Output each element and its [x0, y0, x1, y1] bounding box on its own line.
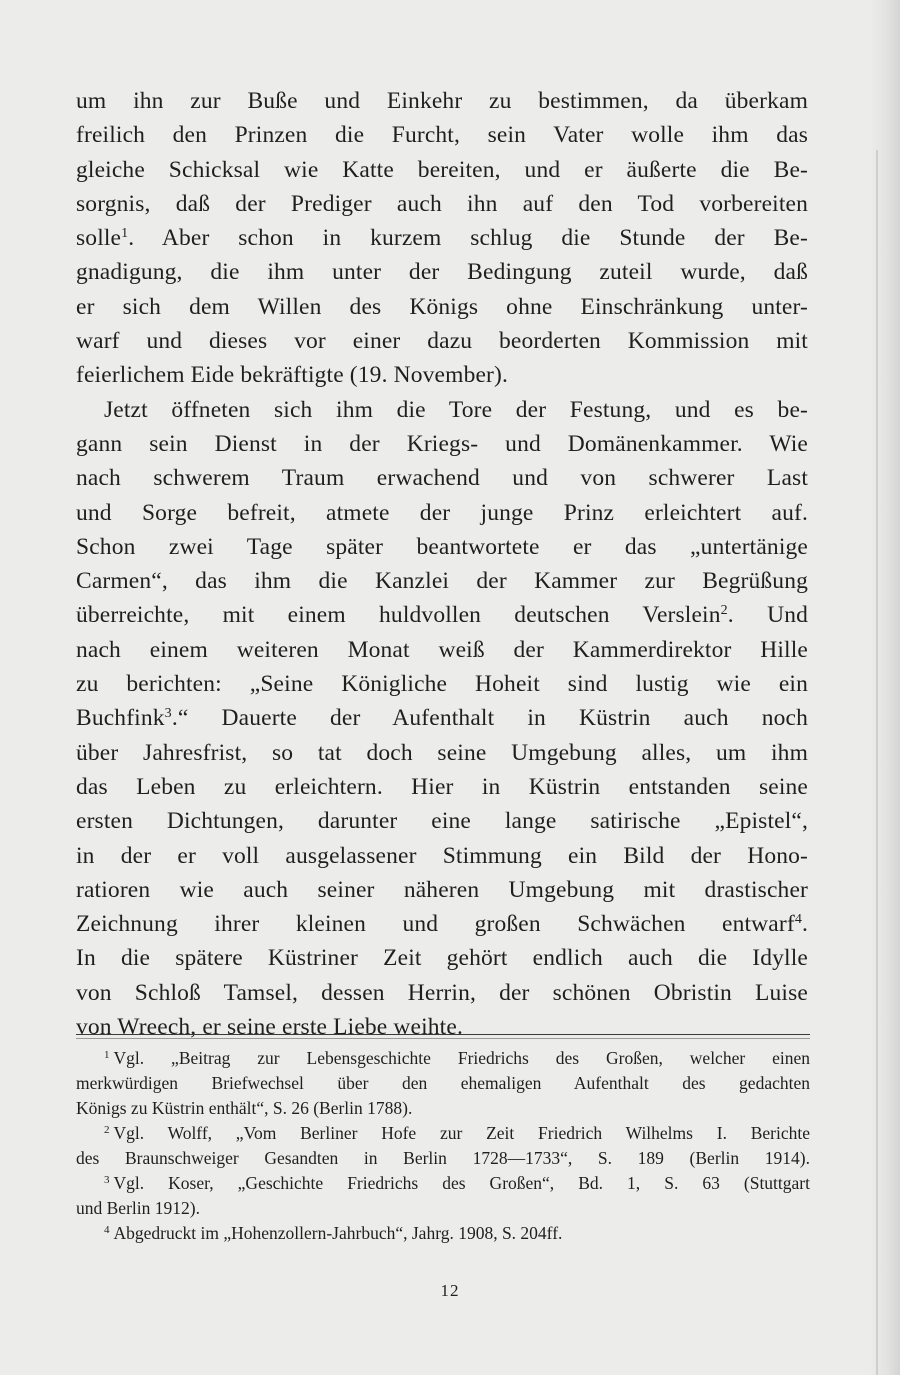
text-line: von Wreech, er seine erste Liebe weihte. — [76, 1014, 463, 1041]
text-fragment: Buchfink — [76, 705, 165, 732]
text-line: und Sorge befreit, atmete der junge Prinz erleichtert auf. — [76, 499, 808, 526]
text-line: zu berichten: „Seine Königliche Hoheit sind lustig wie ein — [76, 671, 808, 698]
footnote-line: Königs zu Küstrin enthält“, S. 26 (Berlin 1788). — [76, 1098, 413, 1118]
text-line: ratioren wie auch seiner näheren Umgebung mit drastischer — [76, 876, 808, 903]
text-line: ersten Dichtungen, darunter eine lange satirische „Epistel“, — [76, 808, 808, 835]
footnote-number: 3 — [104, 1174, 110, 1186]
text-line: von Schloß Tamsel, dessen Herrin, der schönen Obristin Luise — [76, 979, 808, 1006]
footnote-text: Vgl. Koser, „Geschichte Friedrichs des Großen“, Bd. 1, S. 63 (Stuttgart — [113, 1173, 810, 1193]
text-line: über Jahresfrist, so tat doch seine Umgebung alles, um ihm — [76, 739, 808, 766]
page-edge-line — [876, 150, 878, 1375]
text-fragment: überreichte, mit einem huldvollen deutschen Verslein — [76, 602, 721, 629]
footnotes — [76, 1046, 810, 1246]
text-line: um ihn zur Buße und Einkehr zu bestimmen, da überkam — [76, 88, 808, 114]
ref-punct: .“ — [171, 705, 189, 732]
text-line: gann sein Dienst in der Kriegs- und Domänenkammer. Wie — [76, 430, 808, 457]
footnote-line — [76, 1221, 810, 1246]
text-line: feierlichem Eide bekräftigte (19. November). — [76, 362, 509, 389]
text-line: Jetzt öffneten sich ihm die Tore der Festung, und es be- — [104, 396, 808, 423]
page-edge-shadow — [870, 0, 900, 1375]
text-fragment: Dauerte der Aufenthalt in Küstrin auch noch — [188, 705, 808, 732]
text-fragment: Und — [733, 602, 808, 629]
text-line: nach einem weiteren Monat weiß der Kammerdirektor Hille — [76, 636, 808, 663]
text-line: nach schwerem Traum erwachend und von schwerer Last — [76, 465, 808, 492]
main-text — [76, 84, 808, 1044]
text-line: freilich den Prinzen die Furcht, sein Vater wolle ihm das — [76, 122, 808, 149]
footnote-text: Vgl. Wolff, „Vom Berliner Hofe zur Zeit Friedrich Wilhelms I. Berichte — [113, 1123, 810, 1143]
ref-punct: . — [128, 225, 135, 252]
text-line: gnadigung, die ihm unter der Bedingung zuteil wurde, daß — [76, 259, 808, 286]
footnote-divider — [76, 1034, 810, 1035]
text-fragment: Zeichnung ihrer kleinen und großen Schwächen entwarf — [76, 911, 795, 938]
text-line: das Leben zu erleichtern. Hier in Küstrin entstanden seine — [76, 773, 808, 800]
footnote-ref: 4 — [794, 912, 802, 928]
footnote-line: merkwürdigen Briefwechsel über den ehemaligen Aufenthalt des gedachten — [76, 1073, 810, 1093]
text-fragment: Aber schon in kurzem schlug die Stunde der Be- — [134, 225, 808, 252]
footnote-ref: 3 — [164, 706, 172, 722]
text-line: warf und dieses vor einer dazu beorderten Kommission mit — [76, 328, 808, 355]
footnote-text: Abgedruckt im „Hohenzollern-Jahrbuch“, Jahrg. 1908, S. 204ff. — [113, 1223, 563, 1243]
ref-punct: . — [801, 911, 808, 938]
text-line: In die spätere Küstriner Zeit gehört endlich auch die Idylle — [76, 945, 808, 972]
ref-punct: . — [727, 602, 734, 629]
footnote-line: des Braunschweiger Gesandten in Berlin 1728—1733“, S. 189 (Berlin 1914). — [76, 1148, 810, 1168]
footnote-line — [76, 1046, 810, 1071]
footnote-line — [76, 1171, 810, 1196]
text-line: in der er voll ausgelassener Stimmung ein Bild der Hono- — [76, 842, 808, 869]
footnote-line: und Berlin 1912). — [76, 1198, 200, 1218]
text-line: sorgnis, daß der Prediger auch ihn auf den Tod vorbereiten — [76, 190, 808, 217]
text-line: Carmen“, das ihm die Kanzlei der Kammer zur Begrüßung — [76, 568, 808, 595]
footnote-text: Vgl. „Beitrag zur Lebensgeschichte Friedrichs des Großen, welcher einen — [113, 1048, 810, 1068]
text-line — [76, 701, 808, 735]
footnote-number: 2 — [104, 1124, 110, 1136]
footnote-divider-shadow — [76, 1038, 810, 1039]
footnote-number: 4 — [104, 1224, 110, 1236]
text-line: Schon zwei Tage später beantwortete er das „untertänige — [76, 533, 808, 560]
footnote-line — [76, 1121, 810, 1146]
footnote-number: 1 — [104, 1049, 110, 1061]
footnote-ref: 2 — [720, 603, 728, 619]
footnote-ref: 1 — [121, 226, 129, 242]
text-line: gleiche Schicksal wie Katte bereiten, und er äußerte die Be- — [76, 156, 808, 183]
text-fragment: solle — [76, 225, 122, 252]
page-number: 12 — [440, 1281, 460, 1300]
text-line — [76, 598, 808, 632]
text-line: er sich dem Willen des Königs ohne Einschränkung unter- — [76, 293, 808, 320]
text-line — [76, 221, 808, 255]
text-line — [76, 907, 808, 941]
